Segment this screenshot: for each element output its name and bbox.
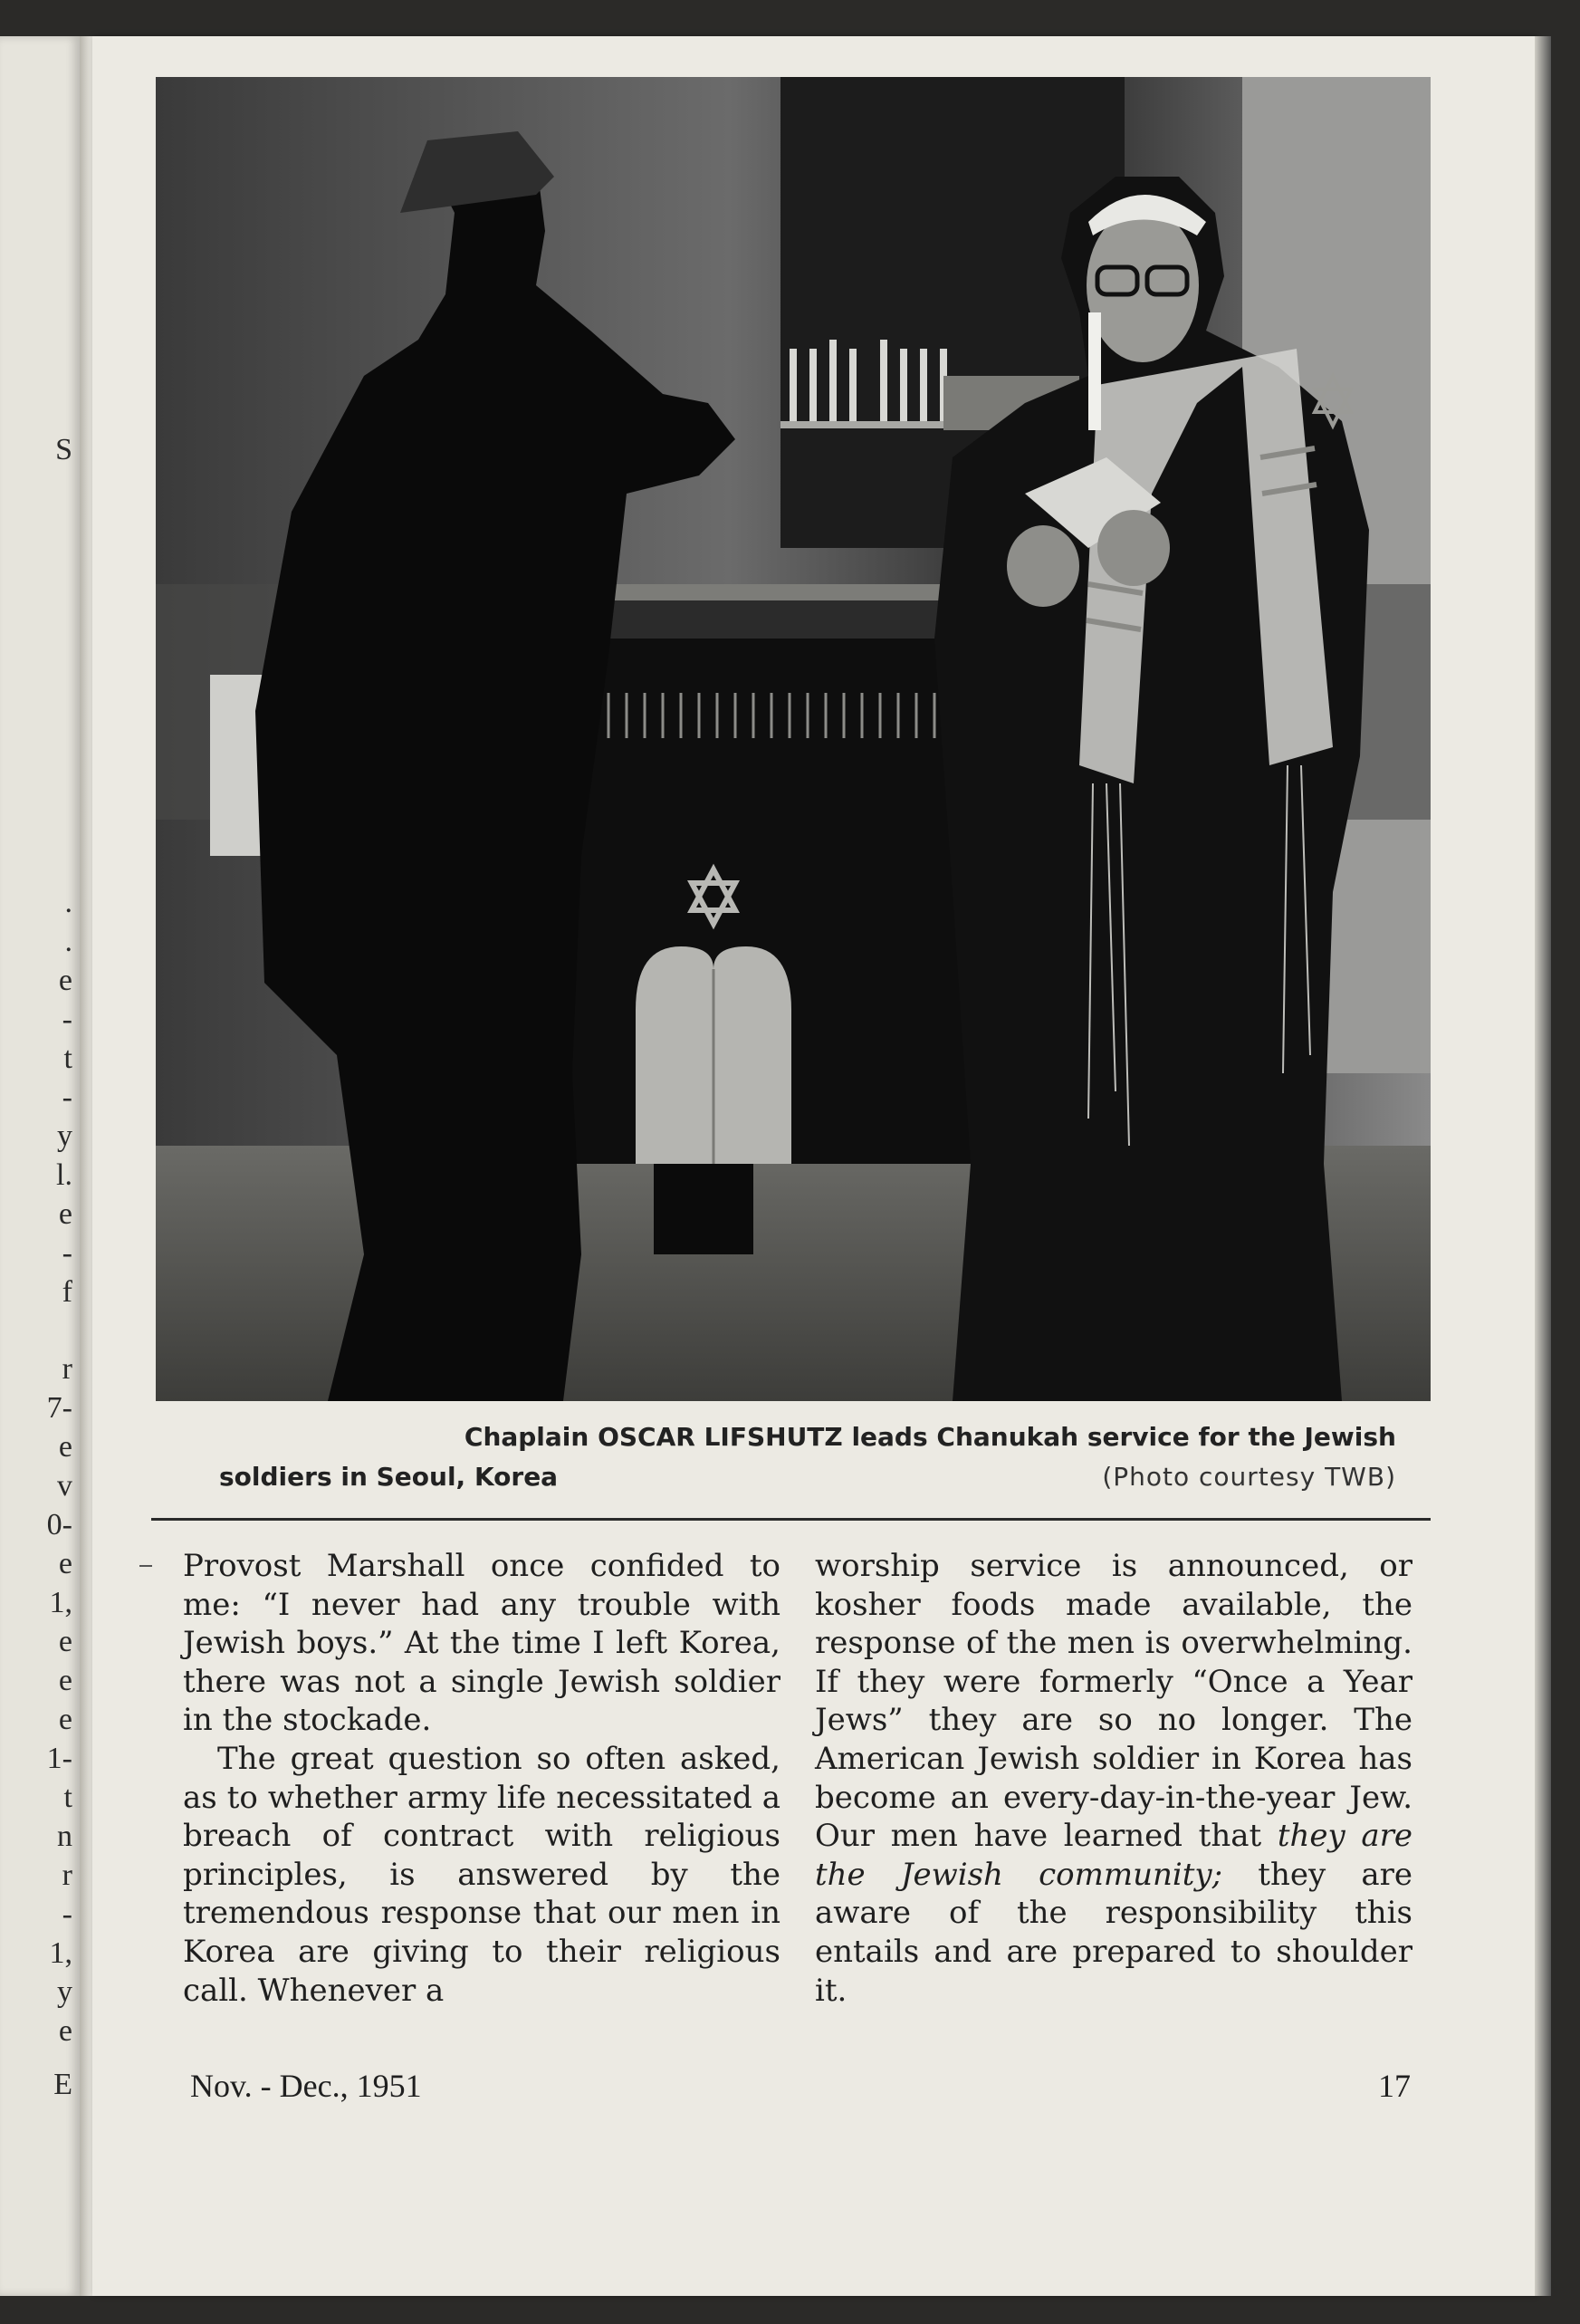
facing-fragment: - (62, 1003, 72, 1036)
chanukah-service-photo (156, 77, 1431, 1401)
text-column-left (183, 1547, 780, 2010)
facing-fragment: . (64, 886, 72, 919)
paragraph (815, 1547, 1412, 2010)
text-column-right (815, 1547, 1412, 2010)
facing-fragment: f (62, 1275, 72, 1309)
photo-caption (219, 1417, 1396, 1497)
caption-line-2-row (219, 1457, 1396, 1497)
facing-fragment: 0- (46, 1508, 72, 1541)
facing-fragment: 1- (46, 1742, 72, 1775)
facing-fragment: t (63, 1042, 72, 1075)
margin-dash (139, 1565, 152, 1567)
paragraph: Provost Marshall once confided to me: “I never had any trouble with Jewish boys.” At the time I left Korea, there was not a single Jewish soldier in the stockade. (183, 1548, 780, 1739)
facing-fragment: t (63, 1781, 72, 1814)
caption-divider (151, 1518, 1431, 1521)
facing-fragment: - (62, 1897, 72, 1931)
facing-fragment: r (62, 1858, 72, 1892)
facing-fragment: 1, (49, 1586, 72, 1619)
paragraph-text: worship service is announced, or kosher foods made available, the response of the men is overwhelming. If they were formerly “Once a Year Jews” they are so no longer. The American Jewish soldier in Korea has become an every-day-in-the-year Jew. Our men have learned that (815, 1548, 1412, 1855)
emphasized-text: they are the Jewish community; (815, 1818, 1412, 1893)
facing-fragment: e (58, 1547, 72, 1580)
book-gutter (80, 36, 92, 2296)
facing-fragment: . (64, 925, 72, 958)
facing-fragment: E (53, 2068, 72, 2101)
photo-illustration (156, 77, 1431, 1401)
facing-page-edge (0, 36, 80, 2296)
facing-fragment: 1, (49, 1936, 72, 1970)
facing-fragment: y (57, 1975, 72, 2009)
facing-fragment: e (58, 1625, 72, 1658)
paragraph-text: they are aware of the responsibility this entails and are prepared to shoulder it. (815, 1856, 1413, 2009)
facing-fragment: - (62, 1236, 72, 1270)
facing-fragment: e (58, 1703, 72, 1736)
facing-fragment: e (58, 1664, 72, 1697)
facing-fragment: r (62, 1352, 72, 1386)
facing-fragment: e (58, 1197, 72, 1231)
photo-credit: (Photo courtesy TWB) (1102, 1462, 1396, 1492)
page-number: 17 (1378, 2068, 1411, 2104)
facing-fragment: e (58, 2014, 72, 2048)
facing-fragment: - (62, 1080, 72, 1114)
facing-fragment: S (55, 433, 72, 466)
page-edge-shadow (1535, 36, 1551, 2296)
facing-fragment: e (58, 964, 72, 997)
facing-fragment: 7- (46, 1391, 72, 1425)
issue-date: Nov. - Dec., 1951 (190, 2068, 422, 2104)
facing-fragment: y (57, 1119, 72, 1153)
caption-line-1: Chaplain OSCAR LIFSHUTZ leads Chanukah service for the Jewish (464, 1422, 1396, 1452)
facing-fragment: n (57, 1820, 72, 1853)
paragraph: The great question so often asked, as to whether army life necessitated a breach of contract with religious principles, is answered by the tremendous response that our men in Korea are giving to their religious call. Whenever a (183, 1740, 780, 2009)
facing-fragment: e (58, 1430, 72, 1464)
facing-fragment: v (57, 1469, 72, 1503)
facing-fragment: l. (56, 1158, 72, 1192)
caption-line-2: soldiers in Seoul, Korea (219, 1462, 559, 1492)
magazine-page (92, 36, 1535, 2296)
